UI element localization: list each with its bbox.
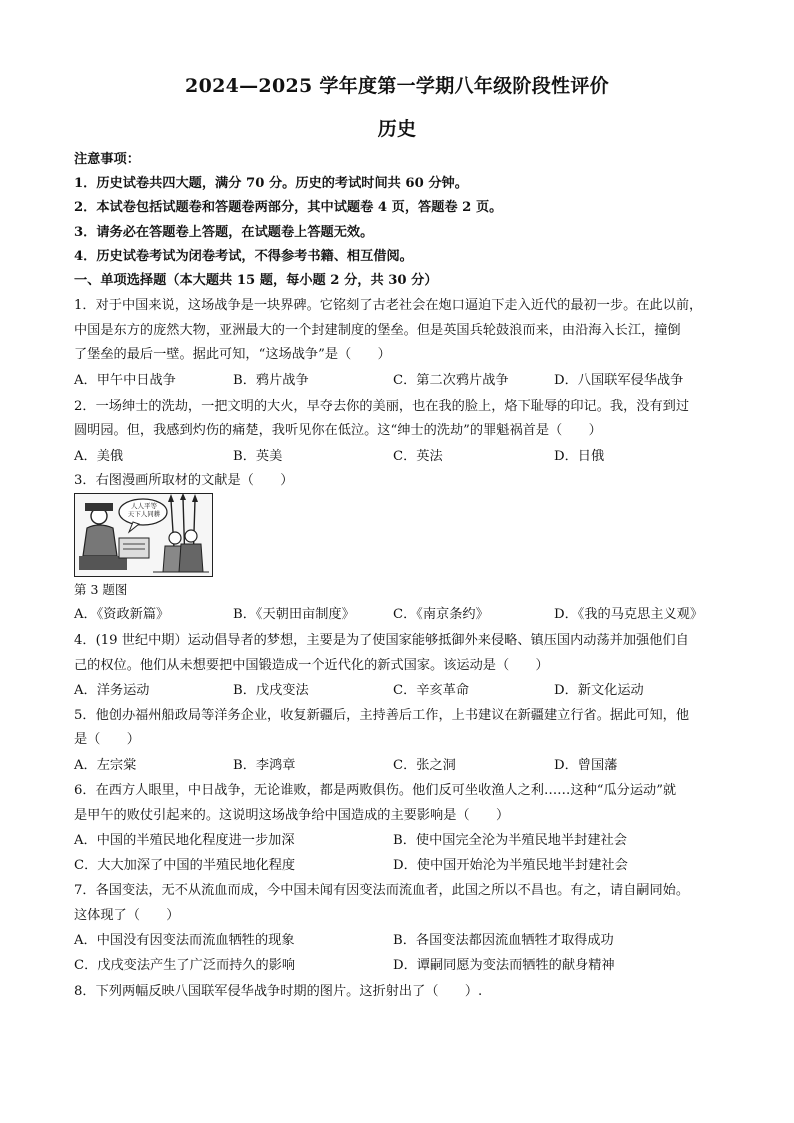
question-4-text: 4．(19 世纪中期）运动倡导者的梦想，主要是为了使国家能够抵御外来侵略、镇压国内动荡并加强他们自 (74, 633, 689, 648)
q7-option-a: A．中国没有因变法而流血牺牲的现象 (74, 933, 295, 948)
q5-option-b: B．李鸿章 (233, 758, 296, 773)
q2-option-d: D．日俄 (554, 449, 605, 464)
q1-option-a: A．甲午中日战争 (74, 373, 176, 388)
question-5-text: 5．他创办福州船政局等洋务企业，收复新疆后，主持善后工作，上书建议在新疆建立行省。据此可知，他 (74, 708, 690, 723)
q3-option-d: D．《我的马克思主义观》 (554, 607, 704, 622)
q1-option-c: C．第二次鸦片战争 (393, 373, 509, 388)
question-8-text: 8．下列两幅反映八国联军侵华战争时期的图片。这折射出了（ ）. (74, 984, 483, 999)
note-item: 1．历史试卷共四大题，满分 70 分。历史的考试时间共 60 分钟。 (74, 176, 468, 191)
q3-figure-caption: 第 3 题图 (74, 582, 128, 597)
q3-cartoon-bubble-line: 人人平等 (131, 502, 157, 510)
note-item: 4．历史试卷考试为闭卷考试，不得参考书籍、相互借阅。 (74, 249, 413, 264)
note-item: 3．请务必在答题卷上答题，在试题卷上答题无效。 (74, 225, 374, 240)
q4-option-c: C．辛亥革命 (393, 683, 470, 698)
q1-option-d: D．八国联军侵华战争 (554, 373, 684, 388)
q7-option-b: B．各国变法都因流血牺牲才取得成功 (393, 933, 614, 948)
q3-cartoon-image (74, 493, 213, 577)
q7-option-d: D．谭嗣同愿为变法而牺牲的献身精神 (393, 958, 615, 973)
question-7-text: 这体现了（ ） (74, 908, 180, 923)
q6-option-a: A．中国的半殖民地化程度进一步加深 (74, 833, 295, 848)
q3-option-a: A．《资政新篇》 (74, 607, 170, 622)
q2-option-b: B．英美 (233, 449, 283, 464)
q6-option-b: B．使中国完全沦为半殖民地半封建社会 (393, 833, 627, 848)
question-6-text: 是甲午的败仗引起来的。这说明这场战争给中国造成的主要影响是（ ） (74, 808, 510, 823)
question-1-text: 1．对于中国来说，这场战争是一块界碑。它铭刻了古老社会在炮口逼迫下走入近代的最初一步。在此以前， (74, 298, 703, 313)
q6-option-d: D．使中国开始沦为半殖民地半封建社会 (393, 858, 628, 873)
note-item: 2．本试卷包括试题卷和答题卷两部分，其中试题卷 4 页，答题卷 2 页。 (74, 200, 503, 215)
question-1-text: 了堡垒的最后一壁。据此可知，“这场战争”是（ ） (74, 347, 391, 362)
q4-option-a: A．洋务运动 (74, 683, 150, 698)
q5-option-d: D．曾国藩 (554, 758, 618, 773)
q4-option-b: B．戊戌变法 (233, 683, 309, 698)
question-2-text: 圆明园。但，我感到灼伤的痛楚，我听见你在低泣。这“绅士的洗劫”的罪魁祸首是（ ） (74, 423, 602, 438)
q7-option-c: C．戊戌变法产生了广泛而持久的影响 (74, 958, 296, 973)
question-3-text: 3．右图漫画所取材的文献是（ ） (74, 473, 294, 488)
question-7-text: 7．各国变法，无不从流血而成，今中国未闻有因变法而流血者，此国之所以不昌也。有之，请自嗣同始。 (74, 883, 690, 898)
q3-option-c: C．《南京条约》 (393, 607, 489, 622)
subject-title: 历史 (377, 118, 417, 140)
q3-cartoon-bubble-line: 天下人同耕 (127, 510, 161, 518)
section-heading: 一、单项选择题（本大题共 15 题，每小题 2 分，共 30 分） (74, 273, 438, 288)
q2-option-c: C．英法 (393, 449, 443, 464)
q2-option-a: A．美俄 (74, 449, 124, 464)
q1-option-b: B．鸦片战争 (233, 373, 309, 388)
q5-option-c: C．张之洞 (393, 758, 456, 773)
q6-option-c: C．大大加深了中国的半殖民地化程度 (74, 858, 296, 873)
exam-title: 2024—2025 学年度第一学期八年级阶段性评价 (185, 75, 609, 97)
q3-option-b: B．《天朝田亩制度》 (233, 607, 355, 622)
q4-option-d: D．新文化运动 (554, 683, 644, 698)
question-6-text: 6．在西方人眼里，中日战争，无论谁败，都是两败俱伤。他们反可坐收渔人之利……这种“瓜分运动”就 (74, 783, 677, 798)
q5-option-a: A．左宗棠 (74, 758, 137, 773)
question-1-text: 中国是东方的庞然大物，亚洲最大的一个封建制度的堡垒。但是英国兵轮鼓浪而来，由沿海入长江，撞倒 (74, 323, 681, 338)
question-4-text: 己的权位。他们从未想要把中国锻造成一个近代化的新式国家。该运动是（ ） (74, 658, 549, 673)
question-2-text: 2．一场绅士的洗劫，一把文明的大火，早夺去你的美丽，也在我的脸上，烙下耻辱的印记。我，没有到过 (74, 399, 690, 414)
question-5-text: 是（ ） (74, 732, 140, 747)
notes-heading: 注意事项： (74, 152, 140, 167)
